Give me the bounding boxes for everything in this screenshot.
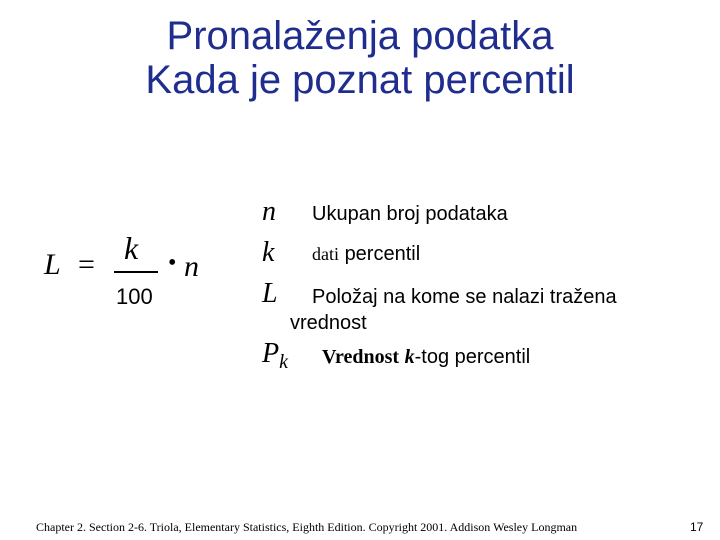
formula-equals: = <box>78 248 95 281</box>
title-line-2: Kada je poznat percentil <box>145 58 575 102</box>
legend-text-k-prefix: dati <box>312 244 339 264</box>
footer-citation: Chapter 2. Section 2-6. Triola, Elementary Statistics, Eighth Edition. Copyright 2001. Addison Wesley Longman <box>36 520 578 534</box>
legend-text-Pk-main: -tog percentil <box>414 346 531 368</box>
title-line-1: Pronalaženja podatka <box>166 14 554 58</box>
legend-symbol-k: k <box>262 237 275 268</box>
legend-text-Pk <box>322 346 530 369</box>
legend-symbol-subscript-k: k <box>279 351 288 373</box>
fraction-bar <box>114 271 158 273</box>
percentile-position-formula <box>44 228 234 318</box>
slide-title <box>0 14 720 102</box>
formula-denominator: 100 <box>116 284 153 309</box>
legend-symbol-L: L <box>262 278 278 309</box>
formula-factor: n <box>184 250 199 283</box>
legend-symbol-n: n <box>262 196 276 227</box>
legend-text-k <box>312 243 420 266</box>
legend-text-Pk-var: k <box>404 346 415 368</box>
formula-lhs: L <box>44 248 61 281</box>
legend-text-Pk-prefix: Vrednost <box>322 346 400 368</box>
formula-numerator: k <box>124 230 139 266</box>
legend-text-L: Položaj na kome se nalazi tražena vrednost <box>290 286 617 334</box>
legend-text-n: Ukupan broj podataka <box>312 203 508 225</box>
legend-text-k-main: percentil <box>344 243 421 265</box>
formula-multiply-dot: • <box>168 250 177 276</box>
legend-symbol-Pk <box>262 338 288 373</box>
page-number: 17 <box>690 520 704 534</box>
legend-symbol-P: P <box>262 338 280 369</box>
